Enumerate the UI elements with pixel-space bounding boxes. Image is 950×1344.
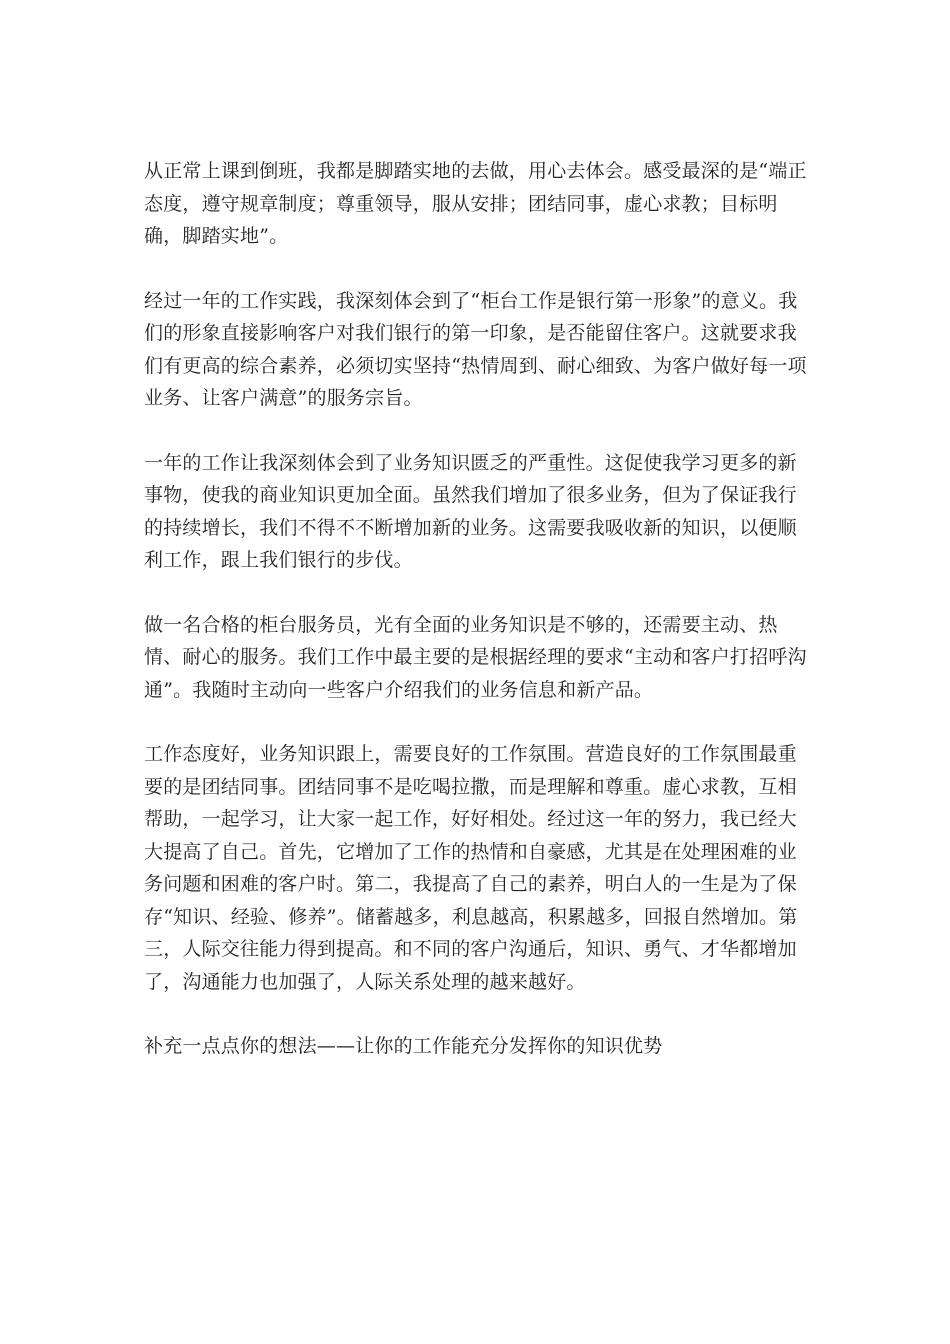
paragraph-1: 从正常上课到倒班，我都是脚踏实地的去做，用心去体会。感受最深的是“端正态度，遵守规章制度；尊重领导，服从安排；团结同事，虚心求教；目标明确，脚踏实地”。 [144, 160, 807, 247]
paragraph-4: 做一名合格的柜台服务员，光有全面的业务知识是不够的，还需要主动、热情、耐心的服务。我们工作中最主要的是根据经理的要求“主动和客户打招呼沟通”。我随时主动向一些客户介绍我们的业务信息和新产品。 [144, 613, 807, 701]
paragraph-5: 工作态度好，业务知识跟上，需要良好的工作氛围。营造良好的工作氛围最重要的是团结同事。团结同事不是吃喝拉撒，而是理解和尊重。虚心求教，互相帮助，一起学习，让大家一起工作，好好相处。经过这一年的努力，我已经大大提高了自己。首先，它增加了工作的热情和自豪感，尤其是在处理困难的业务问题和困难的客户时。第二，我提高了自己的素养，明白人的一生是为了保存“知识、经验、修养”。储蓄越多，利息越高，积累越多，回报自然增加。第三，人际交往能力得到提高。和不同的客户沟通后，知识、勇气、才华都增加了，沟通能力也加强了，人际关系处理的越来越好。 [144, 743, 798, 993]
paragraph-3: 一年的工作让我深刻体会到了业务知识匮乏的严重性。这促使我学习更多的新事物，使我的商业知识更加全面。虽然我们增加了很多业务，但为了保证我行的持续增长，我们不得不不断增加新的业务。这需要我吸收新的知识，以便顺利工作，跟上我们银行的步伐。 [144, 451, 797, 571]
document-body [144, 155, 810, 1063]
paragraph-6: 补充一点点你的想法——让你的工作能充分发挥你的知识优势 [144, 1035, 663, 1057]
paragraph-2: 经过一年的工作实践，我深刻体会到了“柜台工作是银行第一形象”的意义。我们的形象直接影响客户对我们银行的第一印象，是否能留住客户。这就要求我们有更高的综合素养，必须切实坚持“热情周到、耐心细致、为客户做好每一项业务、让客户满意”的服务宗旨。 [144, 289, 807, 409]
